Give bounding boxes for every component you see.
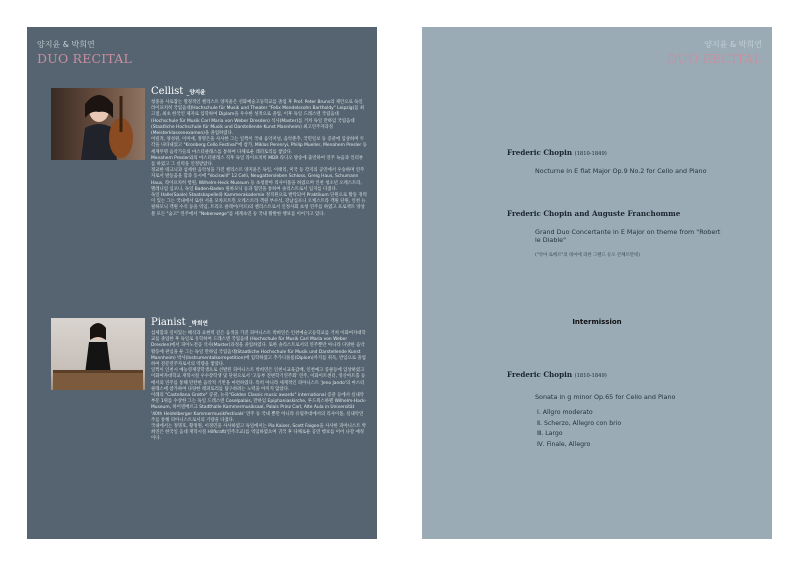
movement-item: Ⅳ. Finale, Allegro xyxy=(537,440,591,448)
movement-list xyxy=(537,408,621,450)
program-1-piece: Nocturne in E flat Major Op.9 No.2 for Cello and Piano xyxy=(535,167,707,175)
program-2-piece: Grand Duo Concertante in E Major on theme from "Robert le Diable" xyxy=(535,228,721,245)
pianist-bio: 섬세함과 깊이있는 해석과 표현력 깊은 음색을 가진 피아니스트 박희연은 인천예술고등학교를 거쳐 이화여자대학교를 졸업한 후 독일로 유학하여 드레스덴 국립음대 (Hochschule für Musik Carl Maria von Weber Dresden)에서 피아노전공 석사(Master)과정을 졸업하였다. 또한 솔리스트로서의 연주뿐만 아니라 다양한 음악활동에 관심을 둔 그는 독일 만하임 국립음대(Staatliche Hochschule für Musik und Darstellende Kunst Mannheim) 박사(Instrumentalkorrepetition)에 입학하였고 추가디플롬(Diplom)까지를 취득, 반입으로 졸업하여 전문연주자로서의 역량을 쌓았다. 일찍이 인천시 예능영재장학생으로 선발된 피아니스트 박희연은 인천시교육감배, 인천예고 콩클등에 입상하였고 이화여자대학교 재학시절 우수장학생 및 단원으로서 '고등부 진변학기연주회' 연주, 이화이트센터, 영산아트홀 등에서의 연주를 통해 탄탄한 음악적 기반을 마련하였다. 특히 아니라 세계적인 피아니스트 'Jeno Jando'의 마스터클래스에 참가하여 다양한 레퍼토리를 탐구하려는 노력을 아끼지 않았다. 이례의 "Castellana Grotte" 콩쿨, 뉴욕"Golden Classic music awards" international 콩쿨 등에서 실내악부문 1위를 수상한 그는 독일 드레스덴 Coselpalais, 만하임 Epiphaniaskirche, 루드윅스하펜 Wilhelm-Hack-Museum, 하이델베르크 Stadthalle Kammermusiksaal, Palais Prinz Carl, Alte Aula in Universität '40th Heidelberger Kammermusikfestivals' 연주 등 국내 뿐만 아니라 유럽무대에서의 리사이틀, 실내악연주를 통해 피아니스트로서의 기량을 다졌다. 국내에서는 정명호, 황정원, 이경민을 사사하였고 독일에서는 Pia Kaiser, Scott Faigen을 사사한 피아니스트 박희연은 한국일 음대 재학시절 Hilfkraft(연주조교)를 역임하였으며 귀국 후 다채로운 공연 행보를 이어 나갈 예정이다. xyxy=(151,331,367,442)
composer-years: (1810-1849) xyxy=(574,373,607,379)
program-2-subtitle: ("악마 로베르"의 테마에 의한 그랜드 듀오 콘체르탄테) xyxy=(535,253,640,258)
composer-name: Frederic Chopin xyxy=(507,370,573,379)
cellist-heading xyxy=(151,86,206,97)
movement-item: Ⅲ. Largo xyxy=(537,430,563,438)
header-title: DUO RECITAL xyxy=(667,51,762,66)
composer-years: (1810-1849) xyxy=(574,151,607,157)
intermission-label: Intermission xyxy=(572,318,622,326)
program-3-composer xyxy=(507,370,607,379)
pianist-role: Pianist xyxy=(151,317,186,328)
pianist-name: _박희연 xyxy=(188,321,208,327)
program-3-piece: Sonata in g minor Op.65 for Cello and Piano xyxy=(535,393,676,401)
right-page xyxy=(422,27,772,539)
cellist-photo xyxy=(51,88,145,160)
composer-name: Frederic Chopin xyxy=(507,148,573,157)
cellist-name: _양지윤 xyxy=(186,90,206,96)
pianist-photo xyxy=(51,318,145,390)
pianist-heading xyxy=(151,317,208,328)
movement-item: Ⅱ. Scherzo, Allegro con brio xyxy=(537,419,622,427)
header-title: DUO RECITAL xyxy=(37,51,132,66)
cellist-bio: 청중을 사로잡는 열정적인 첼리스트 양지윤은 선화예술고등학교를 졸업 후 Prof. Peter Bruns의 제안으로 독일 라이프치히 국립음대(Hochschule für Musik und Theater "Felix Mendelssohn Bartholdy" Leipzig)를 최고점, 최초 한국인 제자로 입학하여 Diplom을 우수한 성적으로 졸업, 이후 독일 드레스덴 국립음대 (Hochschule für Musik Carl Maria von Weber Dresden) 석사(Master)를 거쳐 독일 만하임 국립음대(Staatliche Hochschule für Musik und Darstellende Kunst Mannheim) 최고연주자과정(Meisterklassenexamen)을 졸업하였다. 어릴적, 양성원, 이미애, 정명은을 사사한 그는 일찍이 국내 음악저널, 음악춘추, 국민일보 등 콩쿨에 입상하며 두각을 나타내었고 "Kronberg Cello Festival"에 참가, Miklos Perenryi, Philip Mueller, Menahem Presler 등 세계무명 음악가들의 마스터클래스를 통하여 다채로운 레퍼토리를 쌓았다. Menahem Presler와의 마스터클래스 직후 독일 라이프치히 MDR 라디오 방송에 출연하여 연주 녹음과 인터뷰를 하였고 그 실력을 인정받았다. 정교한 테크닉과 섬세한 음악성을 가진 첼리스트 양지윤은 독일, 이태리, 미국 등 각지의 공연에서 우승하며 연주자로서 발돋움을 함과 동시에 "Vociswill" 12 Celli, Neugattersleben Schloss, Greig Haus, Schumann Haus, 라이프치히 항원, Wilhelm-Heck Museum 등 초청받아 리사이틀을 하였으며 인천 청소년 오케스트라, 멜레니엄 심포니, 독일 Baden-Baden 필하모닉 등과 협연을 통하여 솔리스트로서 입지를 다졌다. 독일 Halle(Saale) Staatskapelle와 Kammerakademie 정직원으로 발탁되어 Praktikum 단원으로 활동 경력이 있는 그는 국내에서 또한 서울 모차르트윈 오케스트라 객원 부수석, 강남심포니 오케스트라 객원 단원, 인천 뉴필하모닉 객원 수석 등을 역임, 트리오 클래어(미르)의 첼리스트로서 인정사회 초청 연주를 하였고 프로젝트 앙상블 모든 "숨고" 연주에서 "Nebenwege"를 세계초연 등 국내 활발한 행보를 이어가고 있다. xyxy=(151,100,367,217)
program-2-composer: Frederic Chopin and Auguste Franchomme xyxy=(507,209,681,218)
header-names: 양지윤 & 박희연 xyxy=(704,40,762,49)
movement-item: Ⅰ. Allgro moderato xyxy=(537,409,593,416)
cellist-role: Cellist xyxy=(151,86,184,97)
left-page xyxy=(27,27,377,539)
header-names: 양지윤 & 박희연 xyxy=(37,40,95,49)
program-1-composer xyxy=(507,148,607,157)
